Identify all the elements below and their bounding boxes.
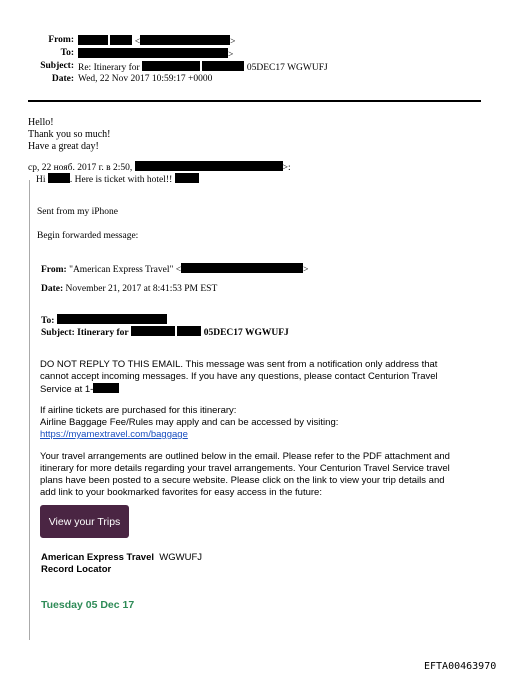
from-value: < > [78,35,235,47]
to-label: To: [60,48,74,58]
body-text: add link to your bookmarked favorites for easy access in the future: [40,487,322,498]
body-text: Airline Baggage Fee/Rules may apply and can be accessed by visiting: [40,417,339,428]
record-locator-label: Record Locator [41,564,112,575]
body-text: DO NOT REPLY TO THIS EMAIL. This message was sent from a notification only address that [40,359,438,370]
subject-label: Subject: [40,61,74,71]
redaction [93,383,119,393]
fwd-from-line: From: "American Express Travel" < > [41,265,309,275]
redaction [131,326,175,336]
fwd-date-line: Date: November 21, 2017 at 8:41:53 PM EST [41,284,218,294]
reply-line: Have a great day! [28,141,99,152]
body-text: plans have been posted to a secure website. Please click on the link to view your trip details and [40,475,445,486]
redaction [48,173,70,183]
trip-date: Tuesday 05 Dec 17 [41,599,135,611]
redaction [177,326,201,336]
fwd-subject-line: Subject: Itinerary for 05DEC17 WGWUFJ [41,328,289,338]
subject-value: Re: Itinerary for 05DEC17 WGWUFJ [78,63,328,73]
reply-line: Hello! [28,117,54,128]
baggage-link[interactable]: https://myamextravel.com/baggage [40,429,188,440]
body-text: Service at 1- [40,383,119,395]
view-trips-button[interactable]: View your Trips [40,505,129,538]
redaction [140,35,230,45]
body-text: itinerary for more details regarding your travel arrangements. Your Centurion Travel Service travel [40,463,450,474]
date-value: Wed, 22 Nov 2017 10:59:17 +0000 [78,74,213,84]
fwd-to-line: To: [41,314,167,326]
body-text: Your travel arrangements are outlined below in the email. Please refer to the PDF attachment and [40,451,450,462]
redaction [175,173,199,183]
quote-attribution: ср, 22 нояб. 2017 г. в 2:50, >: [28,163,291,173]
sent-from-line: Sent from my iPhone [37,207,119,217]
document-id: EFTA00463970 [424,661,497,672]
reply-line: Thank you so much! [28,129,111,140]
redaction [110,35,132,45]
redaction [181,263,303,273]
quote-hi-line: Hi . Here is ticket with hotel!! [36,173,199,185]
quote-bar [29,180,30,640]
header-divider [28,100,481,102]
redaction [78,48,228,58]
redaction [202,61,244,71]
from-label: From: [48,35,74,45]
body-text: cannot accept incoming messages. If you have any questions, please contact Centurion Travel [40,371,438,382]
body-text: If airline tickets are purchased for this itinerary: [40,405,237,416]
record-company-line: American Express Travel WGWUFJ [41,552,203,563]
redaction [78,35,108,45]
forwarded-line: Begin forwarded message: [37,231,139,241]
redaction [142,61,200,71]
redaction [57,314,167,324]
to-value: > [78,48,233,60]
date-label: Date: [51,74,74,84]
redaction [135,161,283,171]
